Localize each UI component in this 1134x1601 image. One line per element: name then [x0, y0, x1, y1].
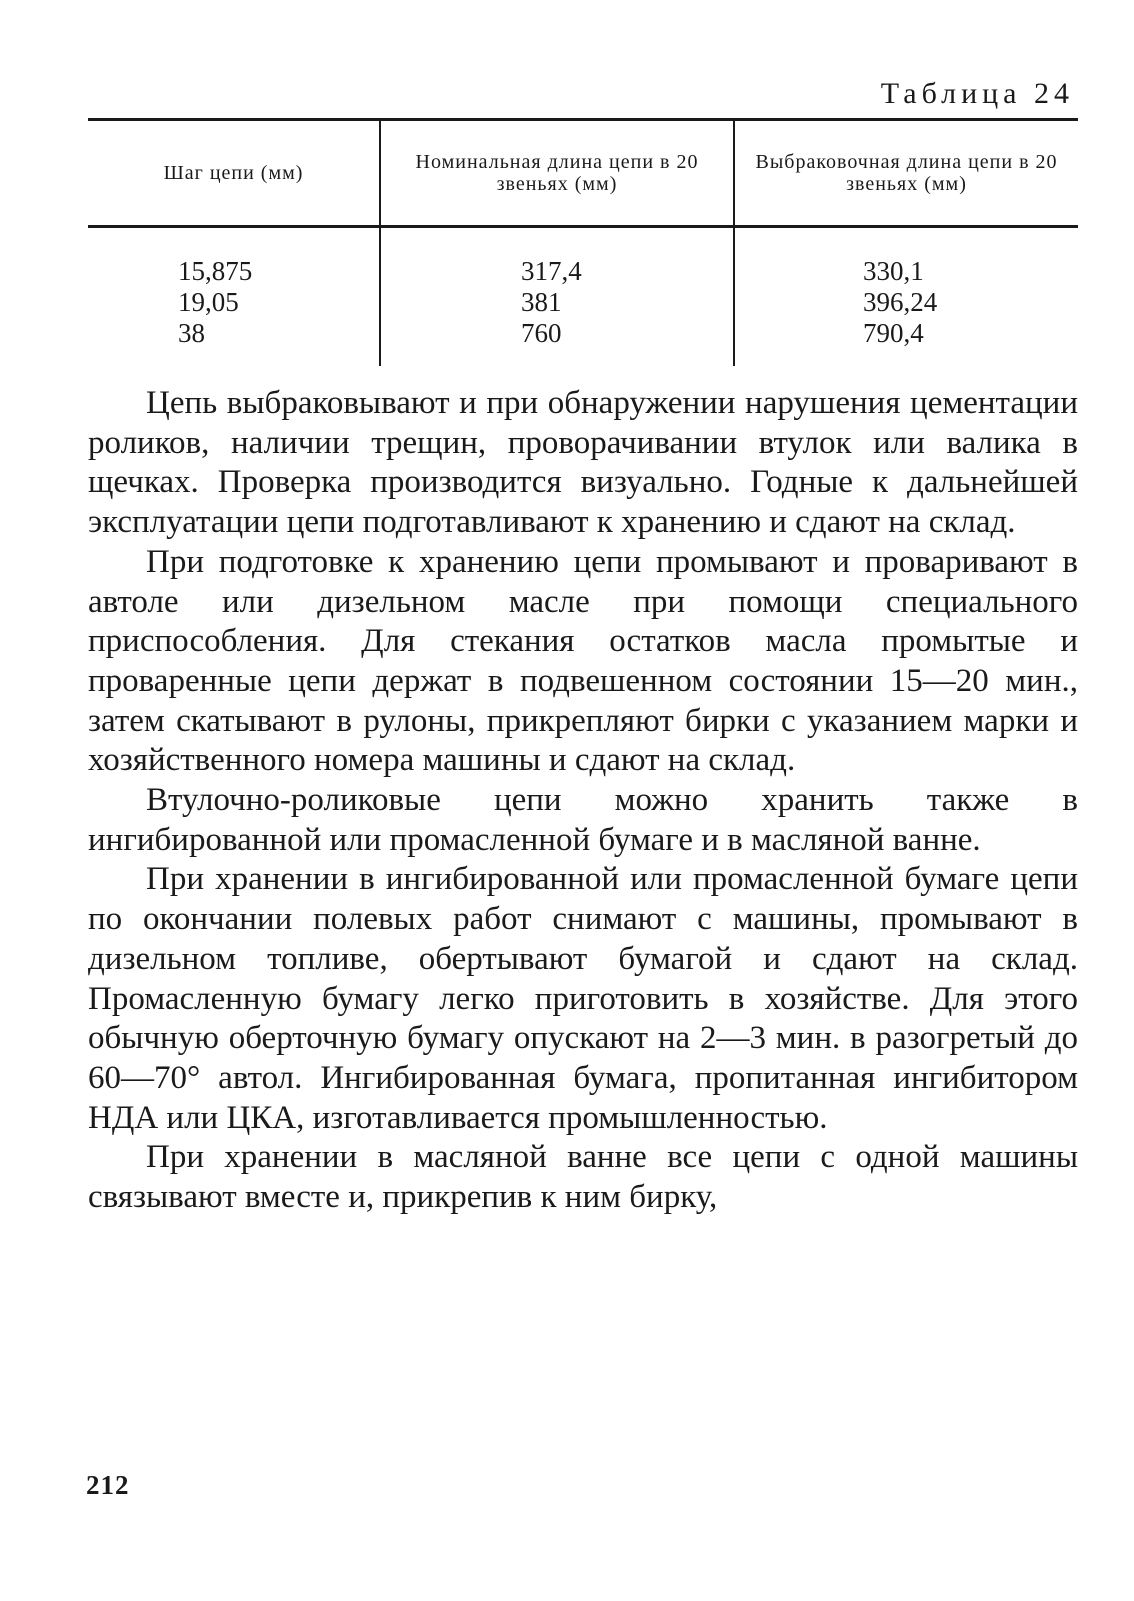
- header-chain-pitch: Шаг цепи (мм): [88, 120, 380, 227]
- table-cell: 330,1: [863, 256, 924, 286]
- header-reject-length: Выбраковочная длина цепи в 20 звеньях (мм): [734, 120, 1078, 227]
- table-cell: 760: [521, 318, 562, 348]
- paragraph: При хранении в ингибированной или промасленной бумаге цепи по окончании полевых работ снимают с машины, промывают в дизельном топливе, обертывают бумагой и сдают на склад. Промасленную бумагу легко приготовить в хозяйстве. Для этого обычную оберточную бумагу опускают на 2—3 мин. в разогретый до 60—70° автол. Ингибированная бумага, пропитанная ингибитором НДА или ЦКА, изготавливается промышленностью.: [88, 861, 1078, 1136]
- paragraph: При подготовке к хранению цепи промывают и проваривают в автоле или дизельном масле при помощи специального приспособления. Для стекания остатков масла промытые и проваренные цепи держат в подвешенном состоянии 15—20 мин., затем скатывают в рулоны, прикрепляют бирки с указанием марки и хозяйственного номера машины и сдают на склад.: [88, 543, 1078, 779]
- table-header-row: [88, 120, 1078, 227]
- table-cell: 38: [178, 318, 205, 348]
- pitch-column: [88, 227, 380, 367]
- page-number: 212: [86, 1470, 130, 1500]
- table-caption: Таблица 24: [880, 77, 1074, 110]
- paragraph: Цепь выбраковывают и при обнаружении нарушения цементации роликов, наличии трещин, проворачивании втулок или валика в щечках. Проверка производится визуально. Годные к дальнейшей эксплуатации цепи подготавливают к хранению и сдают на склад.: [88, 385, 1078, 541]
- page-content: [88, 70, 1078, 1218]
- reject-length-column: [734, 227, 1078, 367]
- paragraph: Втулочно-роликовые цепи можно хранить также в ингибированной или промасленной бумаге и в масляной ванне.: [88, 782, 1078, 858]
- chain-table: [88, 118, 1078, 366]
- header-nominal-length: Номинальная длина цепи в 20 звеньях (мм): [380, 120, 734, 227]
- nominal-length-column: [380, 227, 734, 367]
- table-row: [88, 227, 1078, 367]
- table-cell: 15,875: [178, 256, 253, 286]
- body-text: [88, 384, 1078, 1218]
- table-cell: 317,4: [521, 256, 582, 286]
- table-cell: 396,24: [863, 287, 938, 317]
- table-cell: 19,05: [178, 287, 239, 317]
- table-cell: 790,4: [863, 318, 924, 348]
- table-cell: 381: [521, 287, 562, 317]
- paragraph: При хранении в масляной ванне все цепи с одной машины связывают вместе и, прикрепив к ним бирку,: [88, 1139, 1078, 1216]
